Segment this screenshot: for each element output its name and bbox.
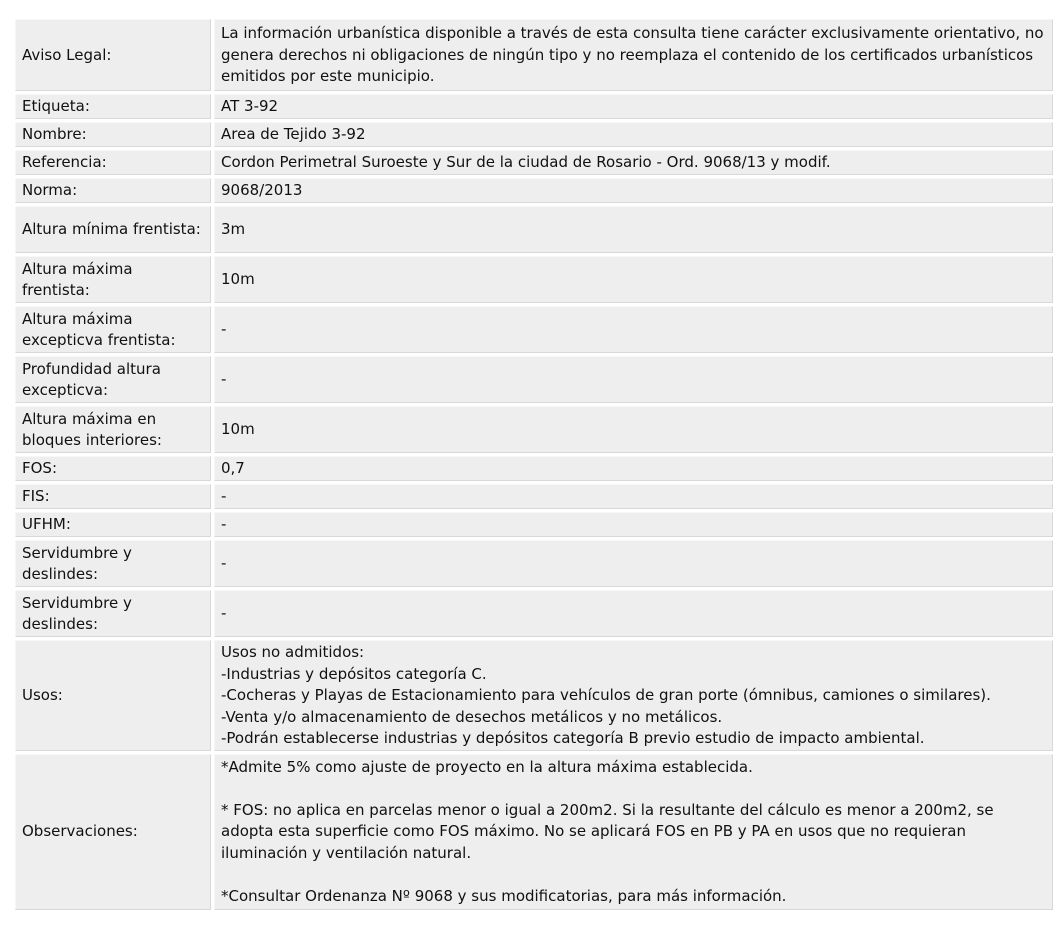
usos-line: Usos no admitidos: [221, 643, 365, 661]
row-label-aviso-legal: Aviso Legal: [15, 19, 211, 91]
row-value-altura-minima-frentista: 3m [214, 206, 1053, 253]
row-value-servidumbre-2: - [214, 590, 1053, 637]
table-row [15, 122, 1053, 147]
row-value-fos: 0,7 [214, 456, 1053, 481]
row-value-referencia: Cordon Perimetral Suroeste y Sur de la ciudad de Rosario - Ord. 9068/13 y modif. [214, 150, 1053, 175]
table-row [15, 640, 1053, 751]
row-label-servidumbre-1: Servidumbre y deslindes: [15, 540, 211, 587]
paragraph-spacer [221, 778, 1046, 800]
table-row [15, 356, 1053, 403]
table-row [15, 306, 1053, 353]
row-value-usos [214, 640, 1053, 751]
row-label-altura-minima-frentista: Altura mínima frentista: [15, 206, 211, 253]
table-row [15, 484, 1053, 509]
row-label-altura-maxima-frentista: Altura máxima frentista: [15, 256, 211, 303]
paragraph-spacer [221, 864, 1046, 886]
table-row [15, 456, 1053, 481]
usos-line: -Industrias y depósitos categoría C. [221, 664, 487, 683]
table-row [15, 206, 1053, 253]
row-label-observaciones: Observaciones: [15, 754, 211, 910]
usos-line: -Venta y/o almacenamiento de desechos metálicos y no metálicos. [221, 707, 723, 726]
table-row [15, 406, 1053, 453]
row-label-altura-bloques-interiores: Altura máxima en bloques interiores: [15, 406, 211, 453]
row-value-profundidad-altura: - [214, 356, 1053, 403]
usos-line: -Cocheras y Playas de Estacionamiento para vehículos de gran porte (ómnibus, camiones o similares). [221, 686, 991, 704]
observaciones-paragraph: * FOS: no aplica en parcelas menor o igual a 200m2. Si la resultante del cálculo es menor a 200m2, se adopta esta superficie como FOS máximo. No se aplicará FOS en PB y PA en usos que no requieran iluminación y ventilación natural. [221, 800, 994, 862]
row-value-nombre: Area de Tejido 3-92 [214, 122, 1053, 147]
table-row [15, 19, 1053, 91]
row-label-usos: Usos: [15, 640, 211, 751]
row-value-altura-bloques-interiores: 10m [214, 406, 1053, 453]
row-label-fos: FOS: [15, 456, 211, 481]
table-row [15, 590, 1053, 637]
observaciones-paragraph: *Consultar Ordenanza Nº 9068 y sus modificatorias, para más información. [221, 886, 787, 905]
row-label-altura-maxima-excepticva: Altura máxima excepticva frentista: [15, 306, 211, 353]
row-label-profundidad-altura: Profundidad altura excepticva: [15, 356, 211, 403]
table-row [15, 512, 1053, 537]
observaciones-paragraph: *Admite 5% como ajuste de proyecto en la altura máxima establecida. [221, 757, 753, 776]
row-value-altura-maxima-excepticva: - [214, 306, 1053, 353]
row-value-altura-maxima-frentista: 10m [214, 256, 1053, 303]
row-value-observaciones [214, 754, 1053, 910]
row-value-etiqueta: AT 3-92 [214, 94, 1053, 119]
row-label-referencia: Referencia: [15, 150, 211, 175]
row-value-fis: - [214, 484, 1053, 509]
table-row [15, 150, 1053, 175]
row-label-fis: FIS: [15, 484, 211, 509]
table-row [15, 540, 1053, 587]
row-label-etiqueta: Etiqueta: [15, 94, 211, 119]
table-row [15, 94, 1053, 119]
row-label-ufhm: UFHM: [15, 512, 211, 537]
table-row [15, 178, 1053, 203]
row-value-ufhm: - [214, 512, 1053, 537]
row-value-norma: 9068/2013 [214, 178, 1053, 203]
row-value-servidumbre-1: - [214, 540, 1053, 587]
row-label-nombre: Nombre: [15, 122, 211, 147]
urban-info-table [12, 16, 1056, 913]
table-row [15, 754, 1053, 910]
table-row [15, 256, 1053, 303]
row-label-norma: Norma: [15, 178, 211, 203]
row-label-servidumbre-2: Servidumbre y deslindes: [15, 590, 211, 637]
usos-line: -Podrán establecerse industrias y depósitos categoría B previo estudio de impacto ambiental. [221, 729, 925, 747]
row-value-aviso-legal: La información urbanística disponible a través de esta consulta tiene carácter exclusivamente orientativo, no genera derechos ni obligaciones de ningún tipo y no reemplaza el contenido de los certificados urbanísticos emitidos por este municipio. [214, 19, 1053, 91]
